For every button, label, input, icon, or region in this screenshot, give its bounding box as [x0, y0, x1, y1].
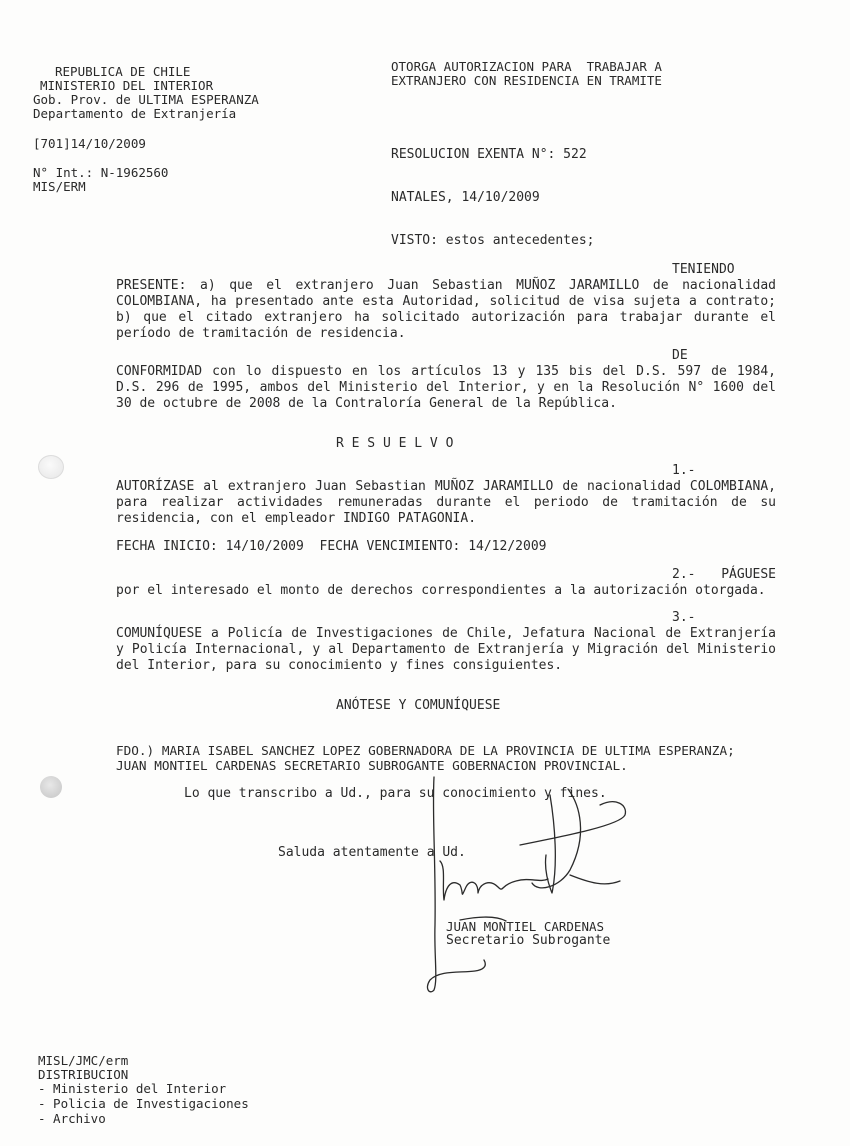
signer-name: JUAN MONTIEL CARDENAS — [446, 919, 605, 934]
footer-initials: MISL/JMC/erm — [38, 1053, 129, 1068]
saluda-line: Saluda atentamente a Ud. — [278, 845, 466, 860]
punto-2-text: 2.- PÁGUESE por el interesado el monto de derechos correspondientes a la autorización otorgada. — [116, 567, 776, 598]
punto-3-paragraph — [116, 610, 776, 674]
punto-3-text: 3.- COMUNÍQUESE a Policía de Investigaciones de Chile, Jefatura Nacional de Extranjería y Policía Internacional, y al Departamento de Extranjería y Migración del Ministerio del Interior, para su conocimiento y fines consiguientes. — [116, 610, 776, 673]
fechas-line: FECHA INICIO: 14/10/2009 FECHA VENCIMIENTO: 14/12/2009 — [116, 539, 547, 554]
resuelvo-heading: R E S U E L V O — [336, 436, 454, 451]
de-conformidad-paragraph — [116, 348, 776, 412]
internal-number: N° Int.: N-1962560 — [33, 165, 169, 180]
header-ministerio: MINISTERIO DEL INTERIOR — [40, 78, 214, 93]
punto-1-paragraph — [116, 463, 776, 527]
header-departamento: Departamento de Extranjería — [33, 106, 237, 121]
place-date: NATALES, 14/10/2009 — [391, 190, 540, 205]
punto-1-text: 1.- AUTORÍZASE al extranjero Juan Sebastian MUÑOZ JARAMILLO de nacionalidad COLOMBIANA, para realizar actividades remuneradas durante el periodo de tramitación de su residencia, con el empleador INDIGO PATAGONIA. — [116, 463, 776, 526]
header-gobernacion: Gob. Prov. de ULTIMA ESPERANZA — [33, 92, 259, 107]
teniendo-presente-text: TENIENDO PRESENTE: a) que el extranjero Juan Sebastian MUÑOZ JARAMILLO de nacionalidad COLOMBIANA, ha presentado ante esta Autoridad, solicitud de visa sujeta a contrato; b) que el citado extranjero ha solicitado autorización para trabajar durante el período de tramitación de residencia. — [116, 262, 776, 341]
punch-hole-bottom — [40, 776, 62, 798]
punch-hole-top — [38, 455, 64, 479]
visto-line: VISTO: estos antecedentes; — [391, 233, 595, 248]
distribucion-item-archivo: - Archivo — [38, 1111, 106, 1126]
handwritten-signature — [420, 775, 660, 1000]
distribucion-item-policia: - Policia de Investigaciones — [38, 1096, 249, 1111]
fdo-line-2: JUAN MONTIEL CARDENAS SECRETARIO SUBROGANTE GOBERNACION PROVINCIAL. — [116, 758, 628, 773]
resolution-number: RESOLUCION EXENTA N°: 522 — [391, 147, 587, 162]
header-republica: REPUBLICA DE CHILE — [55, 64, 191, 79]
subject-line-2: EXTRANJERO CON RESIDENCIA EN TRAMITE — [391, 73, 662, 88]
signer-title: Secretario Subrogante — [446, 933, 611, 948]
subject-line-1: OTORGA AUTORIZACION PARA TRABAJAR A — [391, 59, 662, 74]
reference-date: [701]14/10/2009 — [33, 136, 146, 151]
punto-2-paragraph — [116, 567, 776, 599]
anotese-heading: ANÓTESE Y COMUNÍQUESE — [336, 698, 501, 713]
teniendo-presente-paragraph — [116, 262, 776, 342]
transcribo-line: Lo que transcribo a Ud., para su conocimiento y fines. — [184, 786, 607, 801]
distribucion-heading: DISTRIBUCION — [38, 1067, 129, 1082]
fdo-line-1: FDO.) MARIA ISABEL SANCHEZ LOPEZ GOBERNADORA DE LA PROVINCIA DE ULTIMA ESPERANZA; — [116, 743, 735, 758]
distribucion-item-ministerio: - Ministerio del Interior — [38, 1081, 227, 1096]
header-initials: MIS/ERM — [33, 179, 86, 194]
de-conformidad-text: DE CONFORMIDAD con lo dispuesto en los artículos 13 y 135 bis del D.S. 597 de 1984, D.S. 296 de 1995, ambos del Ministerio del Interior, y en la Resolución N° 1600 del 30 de octubre de 2008 de la Contraloría General de la República. — [116, 348, 776, 411]
